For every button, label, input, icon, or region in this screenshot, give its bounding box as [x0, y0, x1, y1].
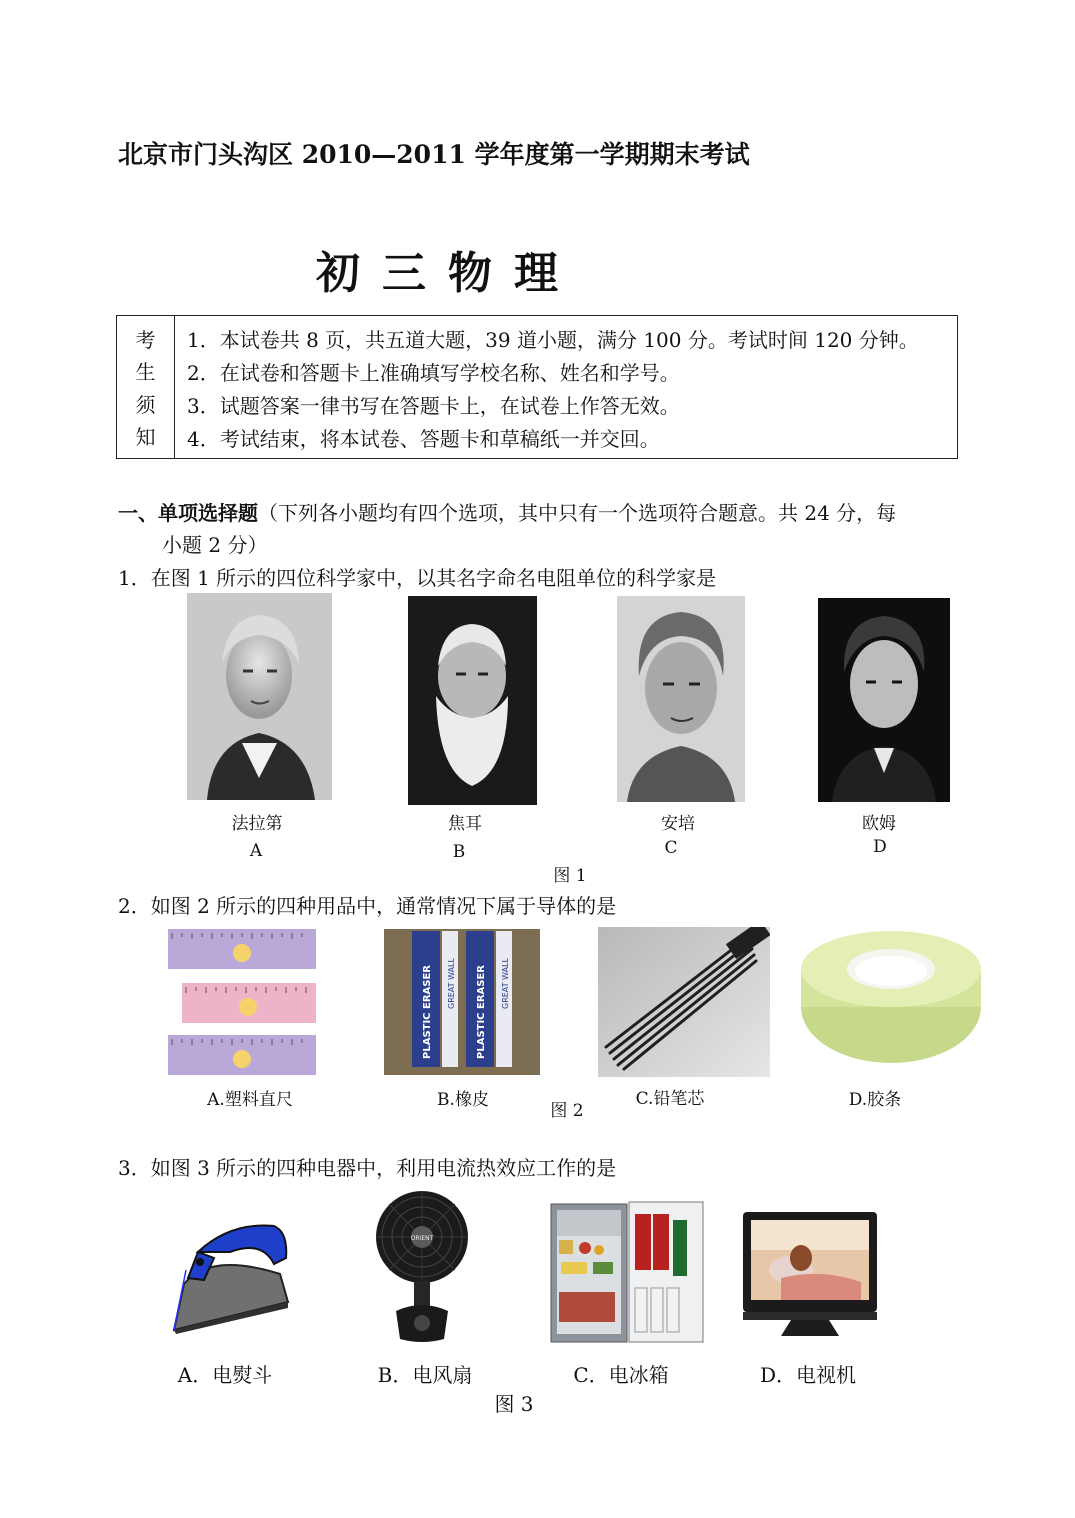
figure-caption: 图 3 — [494, 1392, 534, 1416]
option-label: B．电风扇 — [377, 1363, 473, 1387]
notice-head-char: 生 — [135, 360, 156, 385]
section-desc: （下列各小题均有四个选项，其中只有一个选项符合题意。共 24 分，每 — [258, 501, 897, 525]
fan-brand: ORIENT — [410, 1235, 434, 1242]
eraser-text: PLASTIC ERASER — [422, 964, 433, 1059]
portrait-ampere — [617, 596, 745, 802]
notice-box — [116, 315, 958, 459]
notice-heading — [117, 316, 175, 458]
option-letter: D — [873, 837, 887, 857]
question-1: 1．在图 1 所示的四位科学家中，以其名字命名电阻单位的科学家是 — [118, 566, 717, 590]
name-label: 欧姆 — [862, 814, 896, 834]
option-label: A．电熨斗 — [177, 1363, 273, 1387]
eraser-text: PLASTIC ERASER — [476, 964, 487, 1059]
eraser-brand: GREAT WALL — [447, 958, 456, 1009]
subject-title: 初三物理 — [316, 248, 580, 299]
electric-iron-image — [170, 1218, 292, 1334]
figure-caption: 图 1 — [553, 866, 587, 886]
television-image — [741, 1210, 879, 1340]
refrigerator-image — [549, 1200, 706, 1344]
name-label: 法拉第 — [231, 814, 283, 834]
notice-head-char: 知 — [135, 425, 156, 450]
option-letter: B — [452, 842, 466, 862]
notice-line: 2．在试卷和答题卡上准确填写学校名称、姓名和学号。 — [187, 361, 680, 385]
option-label: C．电冰箱 — [573, 1363, 669, 1387]
electric-fan-image — [374, 1189, 470, 1345]
notice-head-char: 须 — [135, 392, 156, 417]
option-label: D.胶条 — [848, 1090, 902, 1110]
option-label: A.塑料直尺 — [207, 1090, 293, 1110]
eraser-image — [384, 929, 540, 1075]
exam-title: 北京市门头沟区 2010—2011 学年度第一学期期末考试 — [118, 140, 750, 169]
option-label: D．电视机 — [759, 1363, 857, 1387]
notice-line: 1．本试卷共 8 页，共五道大题，39 道小题，满分 100 分。考试时间 120 分钟。 — [187, 328, 919, 352]
eraser-brand: GREAT WALL — [501, 958, 510, 1009]
section-heading — [118, 497, 963, 561]
option-label: C.铅笔芯 — [635, 1089, 705, 1109]
option-letter: C — [664, 838, 678, 858]
portrait-faraday — [187, 593, 332, 800]
question-2: 2．如图 2 所示的四种用品中，通常情况下属于导体的是 — [118, 894, 617, 918]
pencil-lead-image — [598, 927, 770, 1077]
notice-head-char: 考 — [135, 327, 156, 352]
notice-line: 4．考试结束，将本试卷、答题卡和草稿纸一并交回。 — [187, 427, 660, 451]
question-3: 3．如图 3 所示的四种电器中，利用电流热效应工作的是 — [118, 1156, 617, 1180]
plastic-ruler-image — [168, 927, 316, 1077]
notice-line: 3．试题答案一律书写在答题卡上，在试卷上作答无效。 — [187, 394, 680, 418]
notice-content — [175, 316, 957, 458]
option-letter: A — [249, 841, 263, 861]
tape-roll-image — [798, 929, 984, 1067]
figure-caption: 图 2 — [550, 1101, 584, 1121]
portrait-ohm — [818, 598, 950, 802]
option-label: B.橡皮 — [437, 1090, 489, 1110]
name-label: 焦耳 — [448, 814, 482, 834]
section-desc-cont: 小题 2 分） — [162, 533, 268, 557]
section-title: 一、单项选择题 — [118, 501, 258, 525]
portrait-joule — [408, 596, 537, 805]
name-label: 安培 — [661, 814, 695, 834]
